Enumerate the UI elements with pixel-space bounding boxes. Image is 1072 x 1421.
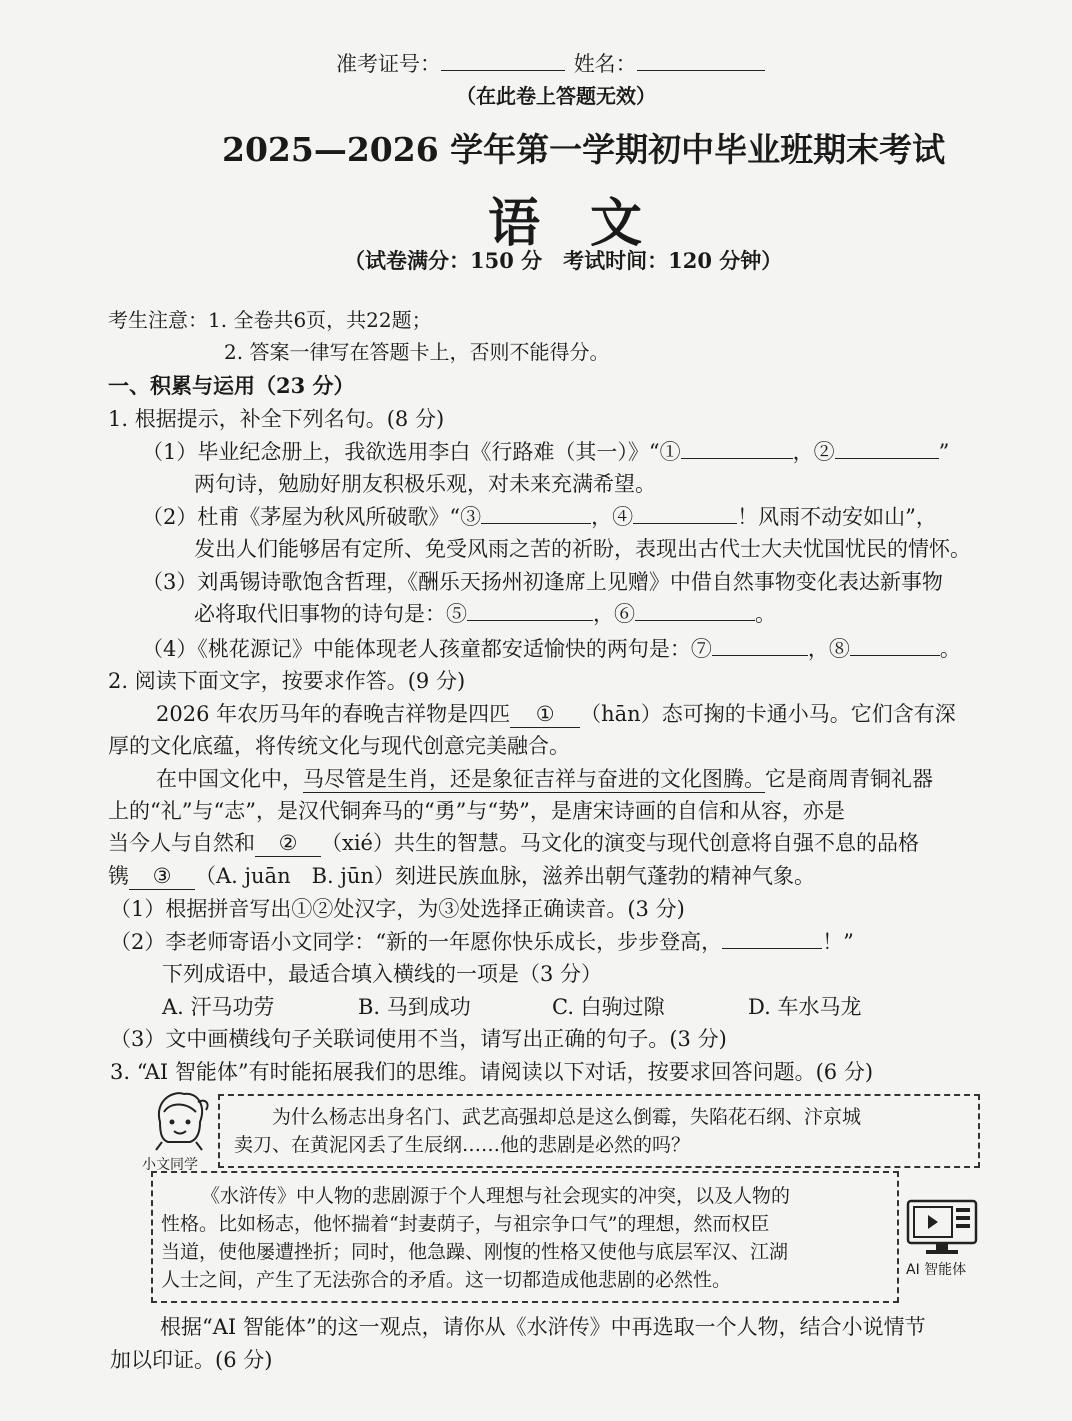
q3-task-line-2: 加以印证。(6 分) xyxy=(110,1348,273,1372)
q2-para-2-text-g: （A. juān B. jūn）刻进民族血脉，滋养出朝气蓬勃的精神气象。 xyxy=(195,864,815,888)
q1-stem: 1. 根据提示，补全下列名句。(8 分) xyxy=(108,407,445,431)
answer-blank-6 xyxy=(635,600,755,621)
answer-blank-4 xyxy=(633,503,737,524)
q2-para-1 xyxy=(156,699,956,729)
q2-para-1-text-b: （hān）态可掬的卡通小马。它们含有深 xyxy=(580,702,956,726)
q2-stem: 2. 阅读下面文字，按要求作答。(9 分) xyxy=(108,669,466,693)
q2-para-2-line-3 xyxy=(108,828,919,858)
q1-item-2-sep: ，④ xyxy=(591,505,634,529)
ai-dialog-line-4: 人士之间，产生了无法弥合的矛盾。这一切都造成他悲剧的必然性。 xyxy=(161,1269,732,1291)
student-dialog-line-1: 为什么杨志出身名门、武艺高强却总是这么倒霉，失陷花石纲、汴京城 xyxy=(272,1106,862,1128)
q2-para-2-text-b: 它是商周青铜礼器 xyxy=(765,767,933,791)
q2-sub-2 xyxy=(110,927,854,957)
ai-label: AI 智能体 xyxy=(906,1262,967,1278)
answer-blank-1 xyxy=(681,438,793,459)
answer-blank-idiom xyxy=(722,928,822,949)
notice-line-2: 2. 答案一律写在答题卡上，否则不能得分。 xyxy=(224,340,610,364)
q1-item-4 xyxy=(142,634,961,664)
q2-option-c: C. 白驹过隙 xyxy=(552,995,665,1019)
q1-item-2-line-2: 发出人们能够居有定所、免受风雨之苦的祈盼，表现出古代士大夫忧国忧民的情怀。 xyxy=(194,537,971,561)
q2-option-b: B. 马到成功 xyxy=(358,995,471,1019)
q1-item-4-sep: ，⑧ xyxy=(807,637,850,661)
q1-item-4-text: （4）《桃花源记》中能体现老人孩童都安适愉快的两句是：⑦ xyxy=(142,637,712,661)
q2-para-2-line-2: 上的“礼”与“志”，是汉代铜奔马的“勇”与“势”，是唐宋诗画的自信和从容，亦是 xyxy=(108,799,845,823)
q1-item-1-sep: ，② xyxy=(792,440,835,464)
q1-item-2 xyxy=(142,502,937,532)
q2-sub-2-text: （2）李老师寄语小文同学：“新的一年愿你快乐成长，步步登高， xyxy=(110,930,723,954)
q2-para-2-text-f: 镌 xyxy=(108,864,129,888)
q1-item-1-line-2: 两句诗，勉励好朋友积极乐观，对未来充满希望。 xyxy=(194,472,656,496)
q2-option-a: A. 汗马功劳 xyxy=(162,995,275,1019)
passage-blank-1: ① xyxy=(510,701,580,728)
ticket-number-blank xyxy=(441,50,565,71)
answer-blank-5 xyxy=(467,600,593,621)
ai-dialog-line-3: 当道，使他屡遭挫折；同时，他急躁、刚愎的性格又使他与底层军汉、江湖 xyxy=(161,1241,789,1263)
ai-monitor-icon xyxy=(904,1198,980,1256)
q2-sub-2-line-2: 下列成语中，最适合填入横线的一项是（3 分） xyxy=(162,962,603,986)
subject-title: 语文 xyxy=(488,193,693,254)
answer-blank-8 xyxy=(850,635,940,656)
passage-blank-3: ③ xyxy=(129,863,195,890)
q1-item-2-text: （2）杜甫《茅屋为秋风所破歌》“③ xyxy=(142,505,482,529)
exam-info: （试卷满分：150 分 考试时间：120 分钟） xyxy=(344,248,783,273)
invalid-note: （在此卷上答题无效） xyxy=(456,84,656,108)
underlined-sentence: 马尽管是生肖，还是象征吉祥与奋进的文化图腾。 xyxy=(303,767,765,791)
ticket-number-field xyxy=(336,48,765,78)
student-dialog-box xyxy=(218,1094,980,1168)
q2-para-2 xyxy=(156,764,933,794)
q3-task-line-1: 根据“AI 智能体”的这一观点，请你从《水浒传》中再选取一个人物，结合小说情节 xyxy=(160,1315,926,1339)
q2-option-d: D. 车水马龙 xyxy=(748,995,862,1019)
ai-dialog-line-1: 《水浒传》中人物的悲剧源于个人理想与社会现实的冲突，以及人物的 xyxy=(201,1185,791,1207)
answer-blank-2 xyxy=(835,438,939,459)
q1-item-1-end: ” xyxy=(938,440,950,464)
answer-blank-3 xyxy=(481,503,591,524)
notice-line-1: 考生注意：1. 全卷共6页，共22题； xyxy=(108,308,432,332)
passage-blank-2: ② xyxy=(255,830,321,857)
name-label: 姓名： xyxy=(573,52,637,76)
q2-para-2-text-d: 当今人与自然和 xyxy=(108,831,255,855)
q1-item-3-sep: ，⑥ xyxy=(593,602,635,626)
q1-item-3-line-2 xyxy=(194,599,776,629)
ai-dialog-box xyxy=(151,1171,899,1303)
ticket-number-label: 准考证号： xyxy=(336,52,441,76)
q2-para-1-text: 2026 年农历马年的春晚吉祥物是四匹 xyxy=(156,702,511,726)
q1-item-1-text: （1）毕业纪念册上，我欲选用李白《行路难（其一）》“① xyxy=(142,440,681,464)
q2-para-1-line-2: 厚的文化底蕴，将传统文化与现代创意完美融合。 xyxy=(108,734,570,758)
q2-sub-3: （3）文中画横线句子关联词使用不当，请写出正确的句子。(3 分) xyxy=(110,1027,727,1051)
ai-dialog-line-2: 性格。比如杨志，他怀揣着“封妻荫子，与祖宗争口气”的理想，然而权臣 xyxy=(161,1213,770,1235)
q1-item-1 xyxy=(142,437,949,467)
student-label: 小文同学 xyxy=(142,1157,198,1173)
q1-item-2-end: ！风雨不动安如山”， xyxy=(737,505,937,529)
name-blank xyxy=(637,50,765,71)
q2-para-2-line-4 xyxy=(108,861,815,891)
section-1-title: 一、积累与运用（23 分） xyxy=(108,373,355,398)
student-avatar-icon xyxy=(140,1088,216,1152)
q3-stem: 3. “AI 智能体”有时能拓展我们的思维。请阅读以下对话，按要求回答问题。(6 分) xyxy=(110,1060,874,1084)
student-dialog-line-2: 卖刀、在黄泥冈丢了生辰纲……他的悲剧是必然的吗？ xyxy=(234,1134,691,1156)
q1-item-3: （3）刘禹锡诗歌饱含哲理，《酬乐天扬州初逢席上见赠》中借自然事物变化表达新事物 xyxy=(142,570,943,594)
q1-item-3-end: 。 xyxy=(755,602,776,626)
q2-para-2-text-e: （xié）共生的智慧。马文化的演变与现代创意将自强不息的品格 xyxy=(321,831,919,855)
q2-sub-2-end: ！” xyxy=(822,930,854,954)
q1-item-4-end: 。 xyxy=(939,637,961,661)
q1-item-3-text: 必将取代旧事物的诗句是：⑤ xyxy=(194,602,467,626)
exam-title: 2025—2026 学年第一学期初中毕业班期末考试 xyxy=(222,130,946,169)
answer-blank-7 xyxy=(712,635,808,656)
q2-para-2-text: 在中国文化中， xyxy=(156,767,303,791)
q2-sub-1: （1）根据拼音写出①②处汉字，为③处选择正确读音。(3 分) xyxy=(110,897,685,921)
